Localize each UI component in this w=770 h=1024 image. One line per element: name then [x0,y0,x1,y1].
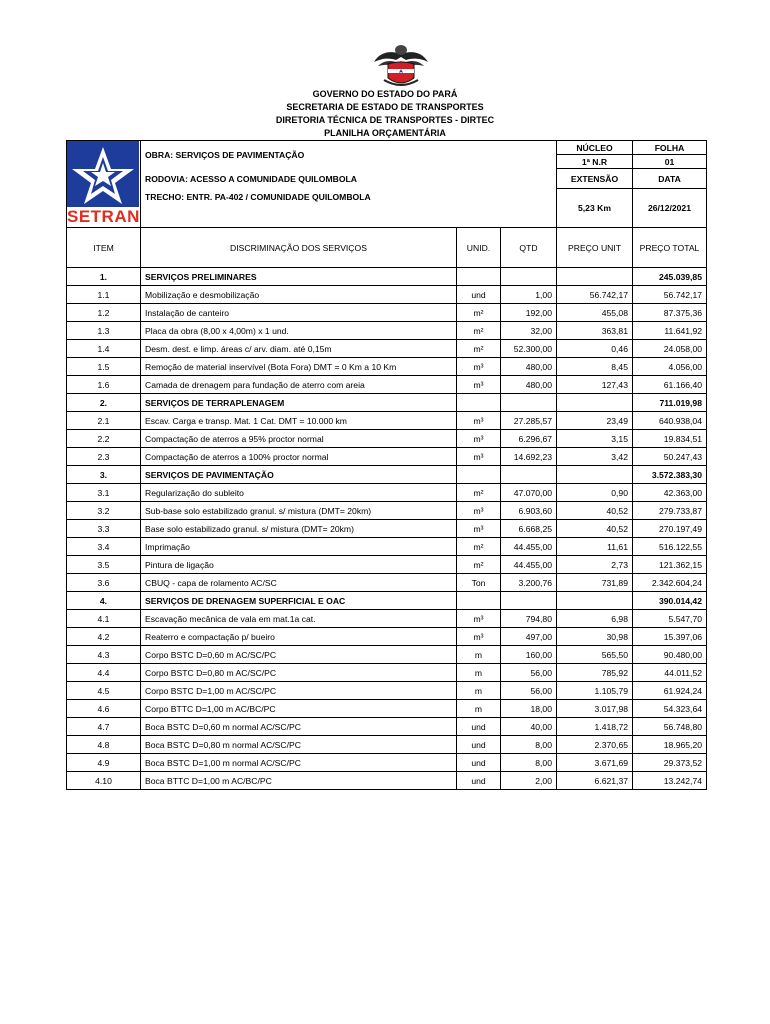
quantity-cell: 2,00 [501,772,557,790]
total-price-cell: 640.938,04 [633,412,707,430]
unit-price-cell: 40,52 [557,502,633,520]
section-title: SERVIÇOS PRELIMINARES [141,268,457,286]
quantity-cell: 8,00 [501,754,557,772]
service-description: Mobilização e desmobilização [141,286,457,304]
unit-cell [457,466,501,484]
quantity-cell: 52.300,00 [501,340,557,358]
data-label: DATA [633,169,707,189]
item-number: 4.4 [67,664,141,682]
total-price-cell: 56.748,80 [633,718,707,736]
item-number: 2.2 [67,430,141,448]
item-number: 4. [67,592,141,610]
unit-price-cell: 56.742,17 [557,286,633,304]
total-price-cell: 19.834,51 [633,430,707,448]
col-header-unit: UNID. [457,228,501,268]
header-secretariat: SECRETARIA DE ESTADO DE TRANSPORTES [286,102,484,112]
unit-cell: und [457,772,501,790]
section-row [67,394,707,412]
unit-cell: und [457,286,501,304]
total-price-cell: 61.166,40 [633,376,707,394]
table-row [67,646,707,664]
col-header-description: DISCRIMINAÇÃO DOS SERVIÇOS [141,228,457,268]
unit-cell: und [457,718,501,736]
item-number: 4.2 [67,628,141,646]
quantity-cell: 40,00 [501,718,557,736]
setran-logo-text: SETRAN [67,207,140,226]
total-price-cell: 13.242,74 [633,772,707,790]
table-row [67,322,707,340]
service-description: Corpo BSTC D=0,60 m AC/SC/PC [141,646,457,664]
item-number: 1.6 [67,376,141,394]
unit-price-cell: 127,43 [557,376,633,394]
total-price-cell: 24.058,00 [633,340,707,358]
unit-cell: m [457,646,501,664]
table-row [67,430,707,448]
total-price-cell: 56.742,17 [633,286,707,304]
section-title: SERVIÇOS DE TERRAPLENAGEM [141,394,457,412]
header-sheet-title: PLANILHA ORÇAMENTÁRIA [324,128,446,138]
table-row [67,484,707,502]
service-description: Instalação de canteiro [141,304,457,322]
unit-price-cell: 23,49 [557,412,633,430]
service-description: Compactação de aterros a 100% proctor normal [141,448,457,466]
obra-label: OBRA: SERVIÇOS DE PAVIMENTAÇÃO [141,141,557,169]
item-number: 3.1 [67,484,141,502]
total-price-cell: 270.197,49 [633,520,707,538]
unit-price-cell: 1.105,79 [557,682,633,700]
total-price-cell: 5.547,70 [633,610,707,628]
unit-cell: Ton [457,574,501,592]
folha-label: FOLHA [633,141,707,155]
total-price-cell: 15.397,06 [633,628,707,646]
quantity-cell [501,592,557,610]
service-description: Corpo BTTC D=1,00 m AC/BC/PC [141,700,457,718]
unit-cell: m² [457,556,501,574]
total-price-cell: 90.480,00 [633,646,707,664]
table-row [67,574,707,592]
item-number: 2. [67,394,141,412]
total-price-cell: 11.641,92 [633,322,707,340]
service-description: Regularização do subleito [141,484,457,502]
unit-cell: m³ [457,502,501,520]
unit-cell [457,394,501,412]
quantity-cell: 794,80 [501,610,557,628]
unit-price-cell [557,268,633,286]
unit-price-cell: 731,89 [557,574,633,592]
header-directorate: DIRETORIA TÉCNICA DE TRANSPORTES - DIRTEC [275,115,495,125]
unit-cell: m [457,664,501,682]
nucleo-value: 1ª N.R [557,155,633,169]
table-row [67,754,707,772]
quantity-cell: 27.285,57 [501,412,557,430]
service-description: Remoção de material inservível (Bota Fora) DMT = 0 Km a 10 Km [141,358,457,376]
quantity-cell: 6.296,67 [501,430,557,448]
item-number: 3.2 [67,502,141,520]
unit-cell [457,268,501,286]
col-header-unit-price: PREÇO UNIT [557,228,633,268]
table-row [67,376,707,394]
table-row [67,628,707,646]
unit-price-cell: 6,98 [557,610,633,628]
table-row [67,664,707,682]
table-row [67,286,707,304]
service-description: Base solo estabilizado granul. s/ mistura (DMT= 20km) [141,520,457,538]
item-number: 1. [67,268,141,286]
unit-price-cell: 3,42 [557,448,633,466]
item-number: 1.4 [67,340,141,358]
extensao-value: 5,23 Km [557,189,633,228]
total-price-cell: 516.122,55 [633,538,707,556]
quantity-cell: 160,00 [501,646,557,664]
quantity-cell: 480,00 [501,376,557,394]
nucleo-label: NÚCLEO [557,141,633,155]
total-price-cell: 50.247,43 [633,448,707,466]
unit-cell: m² [457,538,501,556]
folha-value: 01 [633,155,707,169]
unit-cell: m³ [457,412,501,430]
setran-logo [67,141,141,228]
unit-price-cell: 1.418,72 [557,718,633,736]
table-row [67,556,707,574]
item-number: 4.9 [67,754,141,772]
quantity-cell: 480,00 [501,358,557,376]
quantity-cell: 56,00 [501,664,557,682]
total-price-cell: 87.375,36 [633,304,707,322]
table-row [67,772,707,790]
unit-price-cell: 30,98 [557,628,633,646]
unit-cell: m³ [457,520,501,538]
unit-price-cell: 2,73 [557,556,633,574]
extensao-label: EXTENSÃO [557,169,633,189]
table-row [67,718,707,736]
budget-rows [67,268,707,790]
unit-price-cell: 0,46 [557,340,633,358]
service-description: Boca BSTC D=0,80 m normal AC/SC/PC [141,736,457,754]
item-number: 1.2 [67,304,141,322]
budget-table [66,140,707,790]
unit-price-cell [557,394,633,412]
unit-cell: m³ [457,376,501,394]
item-number: 4.8 [67,736,141,754]
unit-price-cell: 3,15 [557,430,633,448]
col-header-item: ITEM [67,228,141,268]
service-description: Imprimação [141,538,457,556]
section-total: 390.014,42 [633,592,707,610]
quantity-cell: 497,00 [501,628,557,646]
total-price-cell: 29.373,52 [633,754,707,772]
quantity-cell: 14.692,23 [501,448,557,466]
star-icon [67,141,139,207]
unit-price-cell: 0,90 [557,484,633,502]
section-row [67,466,707,484]
table-row [67,412,707,430]
item-number: 2.1 [67,412,141,430]
quantity-cell [501,394,557,412]
item-number: 2.3 [67,448,141,466]
unit-cell: und [457,754,501,772]
service-description: Sub-base solo estabilizado granul. s/ mistura (DMT= 20km) [141,502,457,520]
section-title: SERVIÇOS DE DRENAGEM SUPERFICIAL E OAC [141,592,457,610]
unit-cell: und [457,736,501,754]
item-number: 1.1 [67,286,141,304]
quantity-cell [501,466,557,484]
service-description: Escavação mecânica de vala em mat.1a cat. [141,610,457,628]
item-number: 4.7 [67,718,141,736]
total-price-cell: 18.965,20 [633,736,707,754]
unit-price-cell: 8,45 [557,358,633,376]
unit-cell: m² [457,484,501,502]
rodovia-label: RODOVIA: ACESSO A COMUNIDADE QUILOMBOLA [141,169,557,189]
section-total: 3.572.383,30 [633,466,707,484]
unit-cell: m² [457,340,501,358]
service-description: Corpo BSTC D=1,00 m AC/SC/PC [141,682,457,700]
table-row [67,700,707,718]
total-price-cell: 4.056,00 [633,358,707,376]
service-description: Camada de drenagem para fundação de aterro com areia [141,376,457,394]
table-row [67,448,707,466]
item-number: 3.5 [67,556,141,574]
item-number: 4.6 [67,700,141,718]
unit-price-cell [557,466,633,484]
table-row [67,682,707,700]
table-row [67,520,707,538]
item-number: 4.5 [67,682,141,700]
service-description: Corpo BSTC D=0,80 m AC/SC/PC [141,664,457,682]
quantity-cell: 8,00 [501,736,557,754]
table-row [67,340,707,358]
unit-price-cell [557,592,633,610]
section-total: 245.039,85 [633,268,707,286]
item-number: 4.1 [67,610,141,628]
total-price-cell: 54.323,64 [633,700,707,718]
unit-cell: m [457,700,501,718]
col-header-total-price: PREÇO TOTAL [633,228,707,268]
quantity-cell [501,268,557,286]
unit-price-cell: 3.671,69 [557,754,633,772]
item-number: 3.6 [67,574,141,592]
quantity-cell: 6.668,25 [501,520,557,538]
service-description: Pintura de ligação [141,556,457,574]
unit-cell: m [457,682,501,700]
total-price-cell: 61.924,24 [633,682,707,700]
header-government: GOVERNO DO ESTADO DO PARÁ [312,89,458,99]
unit-price-cell: 40,52 [557,520,633,538]
table-row [67,502,707,520]
service-description: Desm. dest. e limp. áreas c/ arv. diam. até 0,15m [141,340,457,358]
table-row [67,304,707,322]
section-title: SERVIÇOS DE PAVIMENTAÇÃO [141,466,457,484]
data-value: 26/12/2021 [633,189,707,228]
table-row [67,538,707,556]
unit-cell: m³ [457,430,501,448]
service-description: Escav. Carga e transp. Mat. 1 Cat. DMT = 10.000 km [141,412,457,430]
total-price-cell: 121.362,15 [633,556,707,574]
trecho-label: TRECHO: ENTR. PA-402 / COMUNIDADE QUILOMBOLA [141,189,557,228]
service-description: Boca BSTC D=1,00 m normal AC/SC/PC [141,754,457,772]
unit-price-cell: 363,81 [557,322,633,340]
quantity-cell: 6.903,60 [501,502,557,520]
table-row [67,358,707,376]
unit-price-cell: 785,92 [557,664,633,682]
unit-price-cell: 11,61 [557,538,633,556]
state-crest-emblem [370,40,432,90]
quantity-cell: 56,00 [501,682,557,700]
unit-cell: m² [457,322,501,340]
item-number: 4.3 [67,646,141,664]
section-total: 711.019,98 [633,394,707,412]
unit-cell: m³ [457,358,501,376]
total-price-cell: 2.342.604,24 [633,574,707,592]
unit-price-cell: 565,50 [557,646,633,664]
col-header-quantity: QTD [501,228,557,268]
service-description: Compactação de aterros a 95% proctor normal [141,430,457,448]
service-description: Reaterro e compactação p/ bueiro [141,628,457,646]
total-price-cell: 44.011,52 [633,664,707,682]
section-row [67,592,707,610]
service-description: Boca BTTC D=1,00 m AC/BC/PC [141,772,457,790]
item-number: 3.4 [67,538,141,556]
unit-price-cell: 3.017,98 [557,700,633,718]
table-row [67,736,707,754]
total-price-cell: 279.733,87 [633,502,707,520]
item-number: 1.3 [67,322,141,340]
service-description: Placa da obra (8,00 x 4,00m) x 1 und. [141,322,457,340]
quantity-cell: 3.200,76 [501,574,557,592]
item-number: 4.10 [67,772,141,790]
quantity-cell: 32,00 [501,322,557,340]
unit-cell: m² [457,304,501,322]
table-row [67,610,707,628]
service-description: CBUQ - capa de rolamento AC/SC [141,574,457,592]
quantity-cell: 1,00 [501,286,557,304]
unit-price-cell: 2.370,65 [557,736,633,754]
unit-cell: m³ [457,628,501,646]
item-number: 1.5 [67,358,141,376]
service-description: Boca BSTC D=0,60 m normal AC/SC/PC [141,718,457,736]
unit-cell [457,592,501,610]
quantity-cell: 47.070,00 [501,484,557,502]
quantity-cell: 44.455,00 [501,556,557,574]
section-row [67,268,707,286]
quantity-cell: 44.455,00 [501,538,557,556]
quantity-cell: 18,00 [501,700,557,718]
unit-price-cell: 6.621,37 [557,772,633,790]
quantity-cell: 192,00 [501,304,557,322]
total-price-cell: 42.363,00 [633,484,707,502]
unit-price-cell: 455,08 [557,304,633,322]
item-number: 3. [67,466,141,484]
unit-cell: m³ [457,448,501,466]
item-number: 3.3 [67,520,141,538]
unit-cell: m³ [457,610,501,628]
